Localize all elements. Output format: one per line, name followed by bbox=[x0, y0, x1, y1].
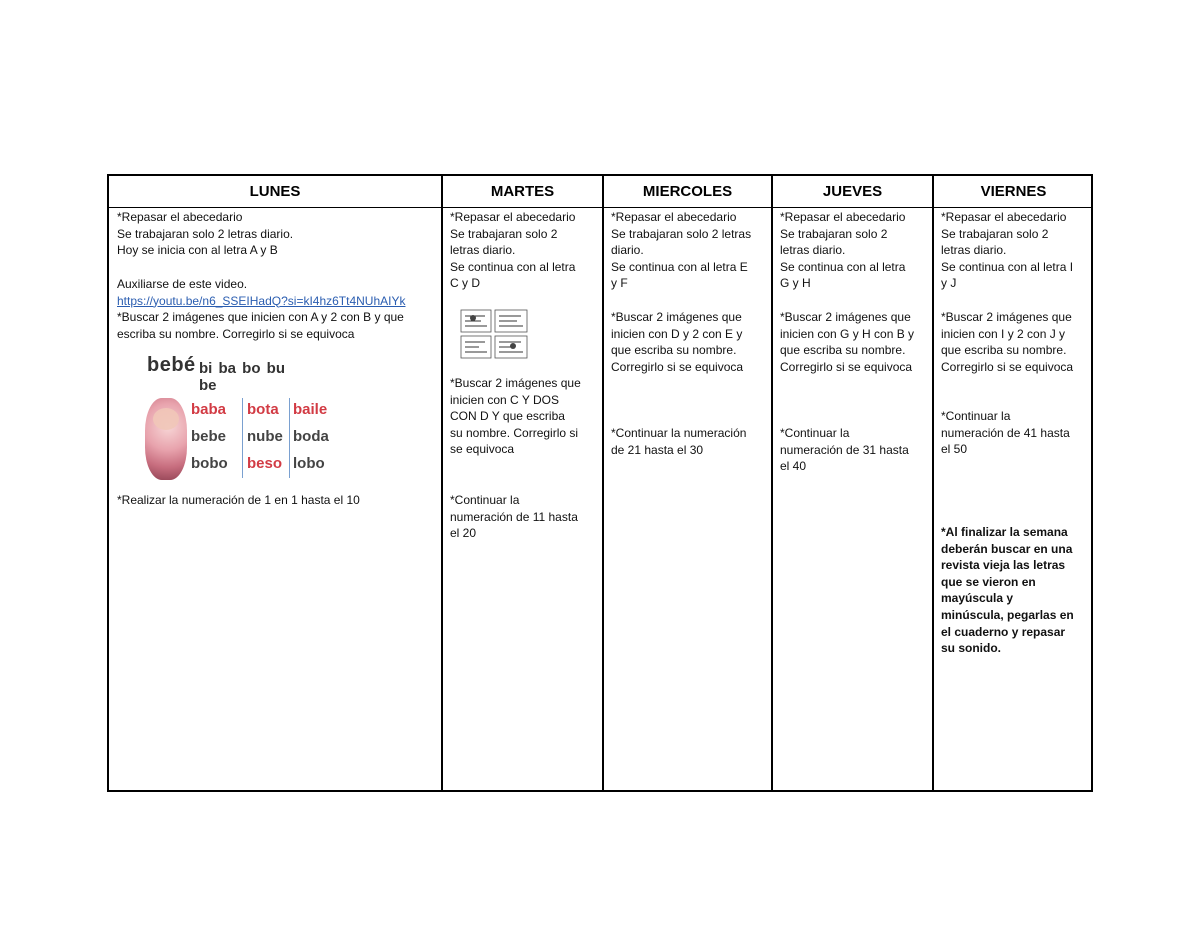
column-miercoles bbox=[602, 176, 771, 790]
viernes-task: *Buscar 2 imágenes que inicien con I y 2 con J y que escriba su nombre. Corregirlo si se equivoca bbox=[941, 310, 1074, 374]
column-lunes bbox=[109, 176, 441, 790]
header-lunes: LUNES bbox=[109, 176, 441, 208]
syl-word: baba bbox=[191, 401, 227, 418]
lunes-video-label: Auxiliarse de este video. bbox=[117, 277, 248, 291]
column-martes bbox=[441, 176, 602, 790]
worksheet-thumbnail-icon bbox=[459, 308, 531, 362]
syllables-divider bbox=[289, 398, 290, 478]
baby-photo-icon bbox=[145, 398, 187, 480]
lunes-task: *Buscar 2 imágenes que inicien con A y 2 con B y que escriba su nombre. Corregirlo si se equivoca bbox=[117, 310, 404, 341]
syl-word: lobo bbox=[293, 455, 325, 472]
syl-word: boda bbox=[293, 428, 329, 445]
martes-numeracion: *Continuar la numeración de 11 hasta el 20 bbox=[450, 493, 578, 541]
cell-viernes bbox=[934, 208, 1093, 790]
header-miercoles: MIERCOLES bbox=[604, 176, 771, 208]
martes-task: *Buscar 2 imágenes que inicien con C Y DOS CON D Y que escriba su nombre. Corregirlo si se equivoca bbox=[450, 376, 581, 457]
syllables-col2 bbox=[247, 396, 283, 477]
viernes-intro: *Repasar el abecedario Se trabajaran solo 2 letras diario. Se continua con al letra I y J bbox=[941, 210, 1074, 291]
lunes-video-link[interactable]: https://youtu.be/n6_SSEIHadQ?si=kI4hz6Tt4NUhAIYk bbox=[117, 293, 406, 308]
header-jueves: JUEVES bbox=[773, 176, 932, 208]
lunes-intro: *Repasar el abecedario Se trabajaran solo 2 letras diario. Hoy se inicia con al letra A y B bbox=[117, 210, 294, 258]
lunes-numeracion: *Realizar la numeración de 1 en 1 hasta el 10 bbox=[117, 493, 360, 507]
syl-word: bota bbox=[247, 401, 279, 418]
jueves-numeracion: *Continuar la numeración de 31 hasta el 40 bbox=[780, 426, 909, 474]
syllables-image bbox=[145, 354, 329, 489]
header-martes: MARTES bbox=[443, 176, 602, 208]
column-viernes bbox=[932, 176, 1093, 790]
syllables-divider bbox=[242, 398, 243, 478]
syl-word: bebe bbox=[191, 428, 227, 445]
miercoles-task: *Buscar 2 imágenes que inicien con D y 2 con E y que escriba su nombre. Corregirlo si se equivoca bbox=[611, 310, 744, 374]
column-jueves bbox=[771, 176, 932, 790]
syl-word: baile bbox=[293, 401, 328, 418]
jueves-intro: *Repasar el abecedario Se trabajaran solo 2 letras diario. Se continua con al letra G y H bbox=[780, 210, 906, 291]
cell-martes bbox=[443, 208, 602, 790]
viernes-final-task: *Al finalizar la semana deberán buscar en una revista vieja las letras que se vieron en mayúscula y minúscula, pegarlas en el cuaderno y repasar su sonido. bbox=[941, 525, 1074, 656]
syllables-col1 bbox=[191, 396, 228, 477]
miercoles-intro: *Repasar el abecedario Se trabajaran solo 2 letras diario. Se continua con al letra E y F bbox=[611, 210, 752, 291]
syllables-word: bebé bbox=[147, 354, 196, 376]
martes-intro: *Repasar el abecedario Se trabajaran solo 2 letras diario. Se continua con al letra C y D bbox=[450, 210, 576, 291]
viernes-numeracion: *Continuar la numeración de 41 hasta el 50 bbox=[941, 409, 1070, 457]
weekly-plan-table bbox=[107, 174, 1093, 792]
cell-lunes bbox=[109, 208, 441, 790]
syl-word: bobo bbox=[191, 455, 228, 472]
syl-word: nube bbox=[247, 428, 283, 445]
cell-jueves bbox=[773, 208, 932, 790]
miercoles-numeracion: *Continuar la numeración de 21 hasta el 30 bbox=[611, 426, 747, 457]
header-viernes: VIERNES bbox=[934, 176, 1093, 208]
syllables-row: bi ba bo bu be bbox=[199, 360, 285, 394]
syl-word: beso bbox=[247, 455, 283, 472]
syllables-col3 bbox=[293, 396, 329, 477]
jueves-task: *Buscar 2 imágenes que inicien con G y H con B y que escriba su nombre. Corregirlo si se equivoca bbox=[780, 310, 915, 374]
cell-miercoles bbox=[604, 208, 771, 790]
